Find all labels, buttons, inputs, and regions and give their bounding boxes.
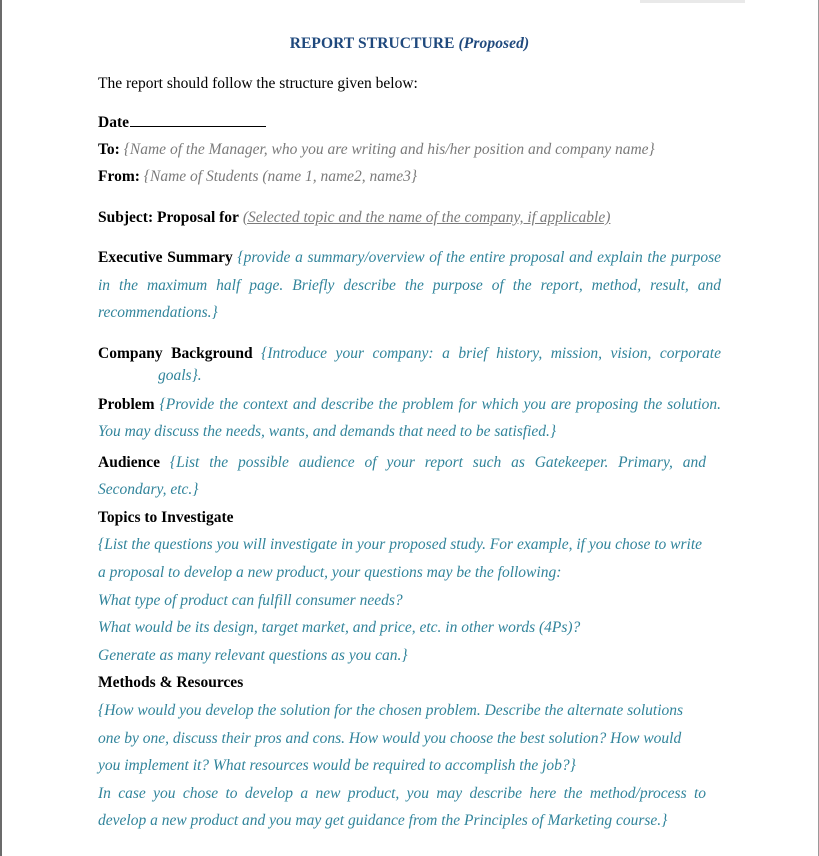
executive-summary-text-1: {provide a summary/overview of the entire proposal and explain the purpose xyxy=(237,249,722,266)
topics-text-5: Generate as many relevant questions as you can.} xyxy=(98,647,408,664)
topics-text-4: What would be its design, target market, and price, etc. in other words (4Ps)? xyxy=(98,619,581,636)
methods-label: Methods & Resources xyxy=(98,674,244,691)
date-blank xyxy=(130,114,266,127)
company-background-line-1 xyxy=(98,345,721,363)
to-value: {Name of the Manager, who you are writing and his/her position and company name} xyxy=(123,141,655,158)
company-background-text-1: {Introduce your company: a brief history, mission, vision, corporate xyxy=(261,345,721,362)
subject-value: (Selected topic and the name of the company, if applicable) xyxy=(242,209,611,226)
methods-text-3: you implement it? What resources would be required to accomplish the job?} xyxy=(98,757,576,774)
title-main: REPORT STRUCTURE xyxy=(289,35,455,52)
audience-text-2: Secondary, etc.} xyxy=(98,481,199,498)
problem-line-1 xyxy=(98,396,721,414)
executive-summary-text-3: recommendations.} xyxy=(98,304,218,321)
problem-text-2: You may discuss the needs, wants, and demands that need to be satisfied.} xyxy=(98,423,557,440)
topics-text-2: a proposal to develop a new product, your questions may be the following: xyxy=(98,564,562,581)
executive-summary-label: Executive Summary xyxy=(98,249,233,266)
audience-text-1: {List the possible audience of your report such as Gatekeeper. Primary, and xyxy=(169,454,706,471)
subject-label: Subject: Proposal for xyxy=(98,209,239,226)
problem-text-1: {Provide the context and describe the problem for which you are proposing the solution. xyxy=(159,396,722,413)
to-label: To: xyxy=(98,141,120,158)
date-label: Date xyxy=(98,114,129,131)
date-line xyxy=(98,114,266,132)
methods-text-4: In case you chose to develop a new product, you may describe here the method/process to xyxy=(98,785,706,802)
intro-text: The report should follow the structure given below: xyxy=(98,75,418,92)
company-background-label: Company Background xyxy=(98,345,253,362)
topics-text-3: What type of product can fulfill consumer needs? xyxy=(98,592,403,609)
audience-line-1 xyxy=(98,454,706,472)
from-line xyxy=(98,168,417,186)
topics-text-1: {List the questions you will investigate in your proposed study. For example, if you chose to write xyxy=(98,536,703,553)
methods-text-2: one by one, discuss their pros and cons. How would you choose the best solution? How would xyxy=(98,730,682,747)
problem-label: Problem xyxy=(98,396,155,413)
executive-summary-line-1 xyxy=(98,249,721,267)
subject-line xyxy=(98,209,610,227)
from-label: From: xyxy=(98,168,140,185)
methods-text-5: develop a new product and you may get guidance from the Principles of Marketing course.} xyxy=(98,812,668,829)
title-proposed: (Proposed) xyxy=(458,35,530,52)
audience-label: Audience xyxy=(98,454,160,471)
to-line xyxy=(98,141,655,159)
company-background-text-2: goals}. xyxy=(158,367,202,384)
methods-text-1: {How would you develop the solution for the chosen problem. Describe the alternate solutions xyxy=(98,702,684,719)
from-value: {Name of Students (name 1, name2, name3} xyxy=(143,168,418,185)
page-title xyxy=(0,35,819,53)
executive-summary-text-2: in the maximum half page. Briefly describe the purpose of the report, method, result, and xyxy=(98,277,721,294)
topics-label: Topics to Investigate xyxy=(98,509,234,526)
